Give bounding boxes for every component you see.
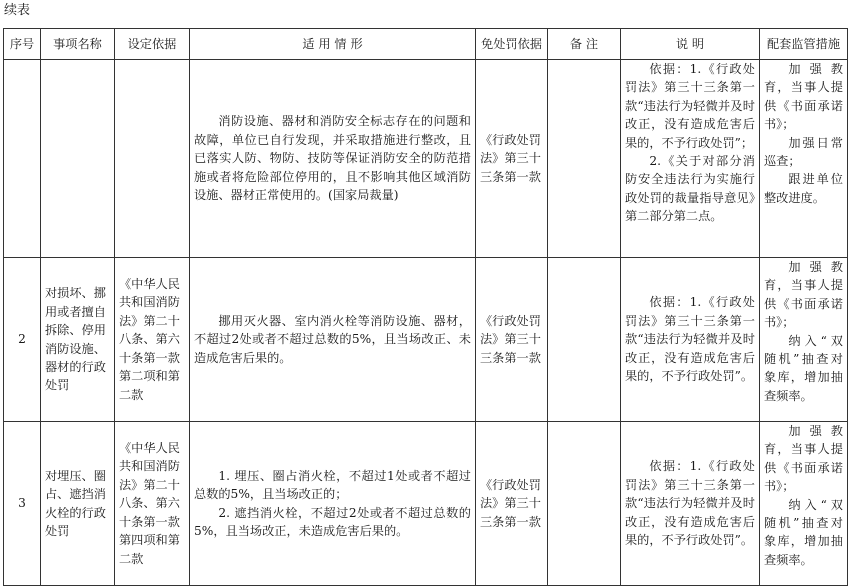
name-cell: 对埋压、圈占、遮挡消火栓的行政处罚	[41, 422, 115, 586]
situation-cell	[190, 60, 476, 258]
header-exempt: 免处罚依据	[476, 29, 548, 60]
remark-cell	[548, 258, 621, 422]
measure-cell	[760, 422, 848, 586]
header-situation: 适 用 情 形	[190, 29, 476, 60]
situation-text: 消防设施、器材和消防安全标志存在的问题和故障，单位已自行发现，并采取措施进行整改，且已落实人防、物防、技防等保证消防安全的防范措施或者将危险部位停用的，且不影响其他区域消防设施、器材正常使用的。(国家局裁量)	[194, 114, 471, 203]
situation-text: 1. 埋压、圈占消火栓，不超过1处或者不超过总数的5%，且当场改正的；	[194, 468, 471, 502]
exempt-cell: 《行政处罚法》第三十三条第一款	[476, 258, 548, 422]
situation-cell	[190, 258, 476, 422]
measure-cell	[760, 258, 848, 422]
exempt-cell: 《行政处罚法》第三十三条第一款	[476, 60, 548, 258]
basis-cell: 《中华人民共和国消防法》第二十八条、第六十条第一款第四项和第二款	[115, 422, 190, 586]
table-row	[4, 258, 848, 422]
header-basis: 设定依据	[115, 29, 190, 60]
situation-text: 2. 遮挡消火栓，不超过2处或者不超过总数的5%，且当场改正，未造成危害后果的。	[194, 505, 471, 538]
seq-cell: 2	[4, 258, 41, 422]
basis-cell: 《中华人民共和国消防法》第二十八条、第六十条第一款第二项和第二款	[115, 258, 190, 422]
table-row	[4, 422, 848, 586]
header-measure: 配套监管措施	[760, 29, 848, 60]
table-row	[4, 60, 848, 258]
name-cell: 对损坏、挪用或者擅自拆除、停用消防设施、器材的行政处罚	[41, 258, 115, 422]
measure-text: 纳入“双随机”抽查对象库，增加抽查频率。	[764, 333, 843, 403]
header-seq: 序号	[4, 29, 41, 60]
explain-text: 依据：1.《行政处罚法》第三十三条第一款“违法行为轻微并及时改正，没有造成危害后果的，不予行政处罚”；	[625, 62, 755, 150]
explain-text: 依据：1.《行政处罚法》第三十三条第一款“违法行为轻微并及时改正，没有造成危害后果的，不予行政处罚”。	[625, 459, 755, 548]
exempt-cell: 《行政处罚法》第三十三条第一款	[476, 422, 548, 586]
name-cell	[41, 60, 115, 258]
explain-text: 2.《关于对部分消防安全违法行为实施行政处罚的裁量指导意见》第二部分第二点。	[625, 154, 755, 224]
measure-cell	[760, 60, 848, 258]
measure-text: 跟进单位整改进度。	[764, 172, 843, 205]
remark-cell	[548, 60, 621, 258]
table-caption: 续表	[4, 3, 31, 18]
situation-text: 挪用灭火器、室内消火栓等消防设施、器材，不超过2处或者不超过总数的5%，且当场改正、未造成危害后果的。	[194, 313, 471, 365]
measure-text: 加强教育，当事人提供《书面承诺书》；	[764, 424, 843, 494]
remark-cell	[548, 422, 621, 586]
measure-text: 纳入“双随机”抽查对象库，增加抽查频率。	[764, 497, 843, 567]
explain-cell	[621, 422, 760, 586]
measure-text: 加强教育，当事人提供《书面承诺书》；	[764, 62, 843, 132]
basis-cell	[115, 60, 190, 258]
measure-text: 加强教育，当事人提供《书面承诺书》；	[764, 260, 843, 330]
header-row	[4, 29, 848, 60]
measure-text: 加强日常巡查；	[764, 135, 843, 169]
explain-cell	[621, 258, 760, 422]
seq-cell	[4, 60, 41, 258]
situation-cell	[190, 422, 476, 586]
seq-cell: 3	[4, 422, 41, 586]
header-explain: 说 明	[621, 29, 760, 60]
header-name: 事项名称	[41, 29, 115, 60]
header-remark: 备 注	[548, 29, 621, 60]
explain-cell	[621, 60, 760, 258]
penalty-exemption-table	[3, 28, 848, 586]
explain-text: 依据：1.《行政处罚法》第三十三条第一款“违法行为轻微并及时改正，没有造成危害后果的，不予行政处罚”。	[625, 295, 755, 384]
